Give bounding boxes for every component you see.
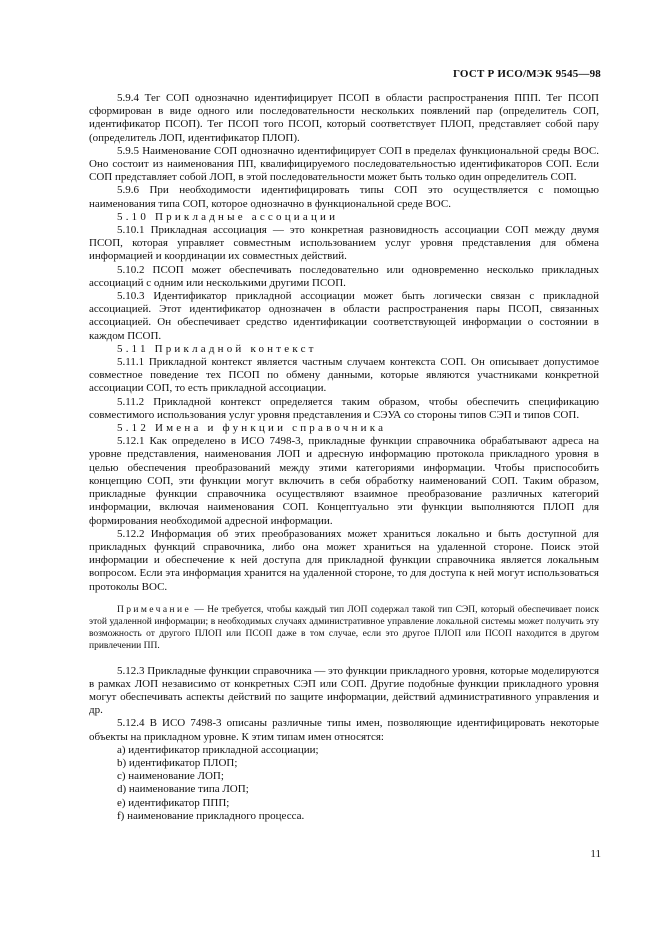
list-item: c) наименование ЛОП; bbox=[117, 770, 224, 783]
note-text: — Не требуется, чтобы каждый тип ЛОП содержал такой тип СЭП, который обеспечивает поиск этой удаленной информации; в необходимых случаях административное управление локальной системы может получить эту возможность от другого ПЛОП или ПСОП даже в том случае, если это другое ПЛОП или ПСОП находится в другом привлечении ПП. bbox=[89, 604, 599, 652]
note bbox=[89, 604, 599, 653]
paragraph-5-11-2: 5.11.2 Прикладной контекст определяется таким образом, чтобы обеспечить спецификацию совместимого использования услуг уровня представления и СЭУА со стороны типов СЭП и типов СОП. bbox=[89, 395, 599, 421]
paragraph-5-12-4: 5.12.4 В ИСО 7498-3 описаны различные типы имен, позволяющие идентифицировать некоторые объекты на прикладном уровне. К этим типам имен относятся: bbox=[89, 717, 599, 743]
note-label: Примечание bbox=[117, 604, 192, 615]
name-types-list bbox=[89, 744, 599, 823]
paragraph-5-10-2: 5.10.2 ПСОП может обеспечивать последовательно или одновременно несколько прикладных ассоциаций с одним или несколькими другими ПСОП. bbox=[89, 263, 599, 289]
section-heading-5-10: 5.10 Прикладные ассоциации bbox=[117, 210, 339, 223]
paragraph-5-9-4: 5.9.4 Тег СОП однозначно идентифицирует ПСОП в области распространения ППП. Тег ПСОП сформирован в виде одного или последовательности нескольких появлений пар (определитель СОП, идентификатор ПСОП). Тег ПСОП того ПСОП, который соответствует ПЛОП, представляет собой пару (определитель ЛОП, идентификатор ПЛОП). bbox=[89, 92, 599, 144]
list-item: d) наименование типа ЛОП; bbox=[117, 783, 249, 796]
paragraph-5-10-3: 5.10.3 Идентификатор прикладной ассоциации может быть логически связан с прикладной ассоциацией. Этот идентификатор однозначен в области распространения пары ПСОП, связанных ассоциацией. Он обеспечивает средство идентификации соответствующей информации о состоянии в каждом ПСОП. bbox=[89, 290, 599, 342]
paragraph-5-12-3: 5.12.3 Прикладные функции справочника — это функции прикладного уровня, которые моделируются в рамках ЛОП независимо от конкретных СЭП или СОП. Другие подобные функции прикладного уровня могут обеспечивать аспекты действий по защите информации, действий административного управления и др. bbox=[89, 664, 600, 717]
section-heading-5-11: 5.11 Прикладной контекст bbox=[117, 342, 317, 355]
paragraph-5-12-1: 5.12.1 Как определено в ИСО 7498-3, прикладные функции справочника обрабатывают адреса на уровне представления, наименования ЛОП и адресную информацию протокола прикладного уровня в целью обеспечения преобразований между этими категориями информации. Чтобы приспособить концепцию СОП, эти функции могут включить в себя обработку наименований СОП. Таким образом, прикладные функции справочника осуществляют взаимное преобразование различных категорий информации, включая наименования СОП. Концептуально эти функции выполняются ПЛОП для формирования необходимой адресной информации. bbox=[89, 435, 599, 527]
list-item: b) идентификатор ПЛОП; bbox=[117, 756, 238, 769]
section-heading-5-12: 5.12 Имена и функции справочника bbox=[117, 422, 387, 435]
paragraph-5-9-5: 5.9.5 Наименование СОП однозначно идентифицирует СОП в пределах функциональной среды ВОС. Оно состоит из наименования ПП, квалифицируемого последовательностью идентификаторов СОП. Если СОП представляет собой ЛОП, в этой последовательности может быть только один определитель СОП. bbox=[89, 144, 599, 184]
paragraph-5-10-1: 5.10.1 Прикладная ассоциация — это конкретная разновидность ассоциации СОП между двумя ПСОП, которая управляет совместным использованием услуг уровня представления для обмена информацией и координации их совместных действий. bbox=[89, 224, 599, 263]
list-item: f) наименование прикладного процесса. bbox=[117, 809, 305, 822]
paragraph-5-11-1: 5.11.1 Прикладной контекст является частным случаем контекста СОП. Он описывает допустимое совместное поведение тех ПСОП по обмену данными, которые являются участниками конкретной ассоциации СОП, то есть прикладной ассоциации. bbox=[89, 356, 599, 395]
page-content bbox=[89, 92, 599, 823]
document-header: ГОСТ Р ИСО/МЭК 9545—98 bbox=[453, 68, 601, 80]
page-number: 11 bbox=[590, 848, 601, 860]
list-item: a) идентификатор прикладной ассоциации; bbox=[117, 743, 319, 756]
paragraph-5-9-6: 5.9.6 При необходимости идентифицировать типы СОП это осуществляется с помощью наименования типа СОП, которое однозначно в функциональной среде ВОС. bbox=[89, 184, 599, 210]
paragraph-5-12-2: 5.12.2 Информация об этих преобразованиях может храниться локально и быть доступной для прикладных функций справочника, либо она может храниться на удаленной стороне. Поиск этой информации и обеспечение к ней доступа для прикладной функции справочника является локальным вопросом. Если эта информация хранится на удаленной стороне, то для доступа к ней могут использоваться протоколы ВОС. bbox=[89, 527, 599, 593]
list-item: e) идентификатор ППП; bbox=[117, 796, 230, 809]
